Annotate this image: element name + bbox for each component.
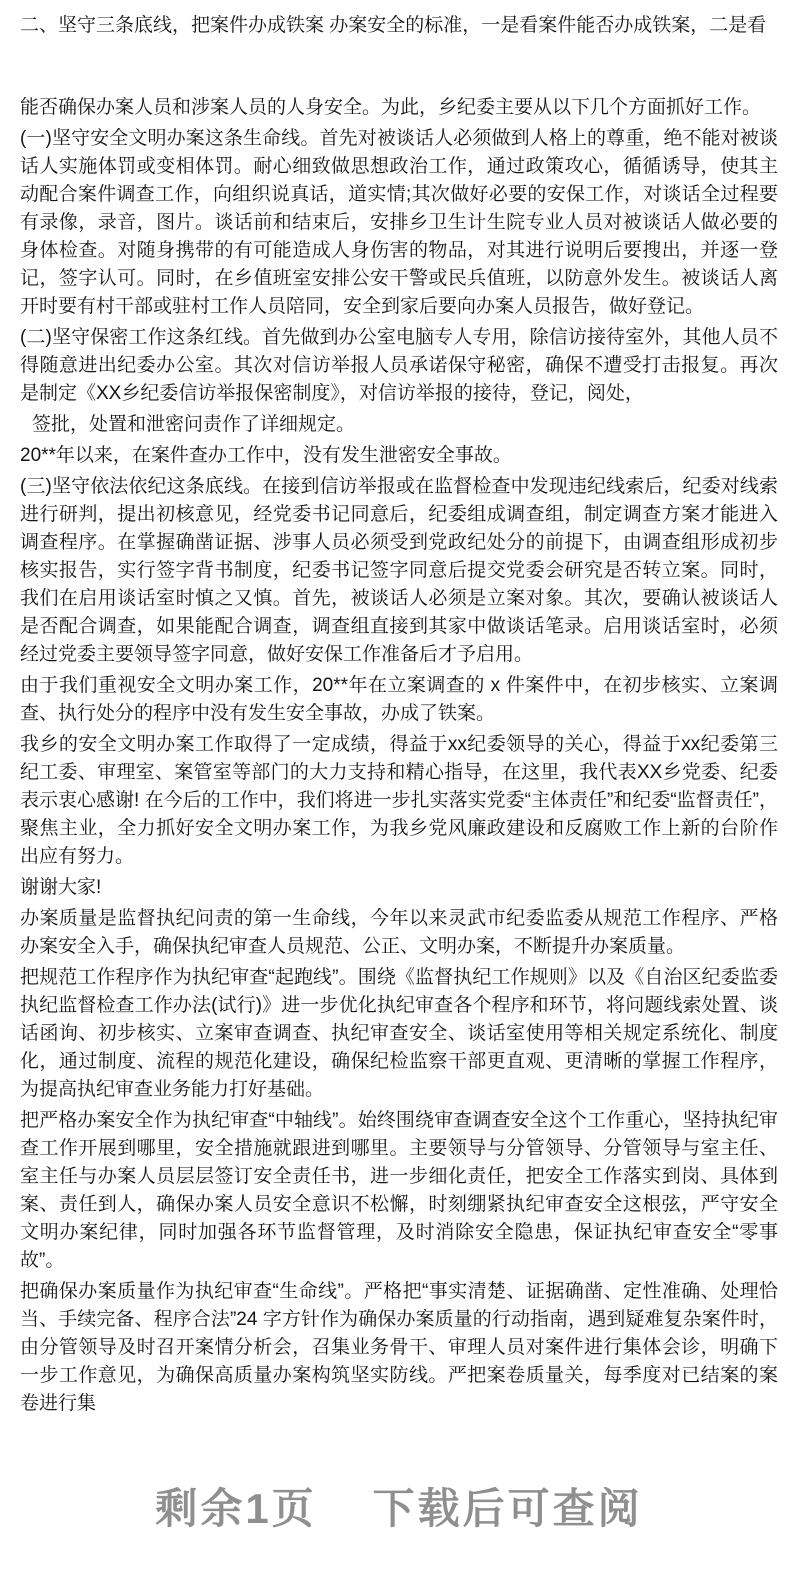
paragraph: 签批，处置和泄密问责作了详细规定。 — [32, 414, 356, 435]
remaining-pages-notice — [20, 1476, 778, 1536]
remaining-pages-count: 剩余1页 — [155, 1485, 317, 1532]
paragraph: 谢谢大家! — [20, 877, 102, 898]
download-to-view-hint: 下载后可查阅 — [372, 1485, 643, 1532]
paragraph: 把确保办案质量作为执纪审查“生命线”。严格把“事实清楚、证据确凿、定性准确、处理恰当、手续完备、程序合法”24 字方针作为确保办案质量的行动指南，遇到疑难复杂案件时，由分管领导及时召开案情分析会，召集业务骨干、审理人员对案件进行集体会诊，明确下一步工作意见，为确保高质量办案构筑坚实防线。严把案卷质量关，每季度对已结案的案卷进行集 — [20, 1281, 778, 1414]
paragraph: 我乡的安全文明办案工作取得了一定成绩，得益于xx纪委领导的关心，得益于xx纪委第三纪工委、审理室、案管室等部门的大力支持和精心指导，在这里，我代表XX乡党委、纪委表示衷心感谢! 在今后的工作中，我们将进一步扎实落实党委“主体责任”和纪委“监督责任”，聚焦主业，全力抓好安全文明办案工作，为我乡党风廉政建设和反腐败工作上新的台阶作出应有努力。 — [20, 734, 778, 867]
paragraph: (三)坚守依法依纪这条底线。在接到信访举报或在监督检查中发现违纪线索后，纪委对线索进行研判，提出初核意见，经党委书记同意后，纪委组成调查组，制定调查方案才能进入调查程序。在掌握确凿证据、涉事人员必须受到党政纪处分的前提下，由调查组形成初步核实报告，实行签字背书制度，纪委书记签字同意后提交党委会研究是否转立案。同时，我们在启用谈话室时慎之又慎。首先，被谈话人必须是立案对象。其次，要确认被谈话人是否配合调查，如果能配合调查，调查组直接到其家中做谈话笔录。启用谈话室时，必须经过党委主要领导签字同意，做好安保工作准备后才予启用。 — [20, 476, 778, 665]
paragraph: 办案质量是监督执纪问责的第一生命线，今年以来灵武市纪委监委从规范工作程序、严格办案安全入手，确保执纪审查人员规范、公正、文明办案，不断提升办案质量。 — [20, 908, 778, 957]
paragraph: (一)坚守安全文明办案这条生命线。首先对被谈话人必须做到人格上的尊重，绝不能对被谈话人实施体罚或变相体罚。耐心细致做思想政治工作，通过政策攻心，循循诱导，使其主动配合案件调查工作，向组织说真话，道实情;其次做好必要的安保工作，对谈话全过程要有录像，录音，图片。谈话前和结束后，安排乡卫生计生院专业人员对被谈话人做必要的身体检查。对随身携带的有可能造成人身伤害的物品，对其进行说明后要搜出，并逐一登记，签字认可。同时，在乡值班室安排公安干警或民兵值班，以防意外发生。被谈话人离开时要有村干部或驻村工作人员陪同，安全到家后要向办案人员报告，做好登记。 — [20, 128, 778, 317]
page-header-line: 二、坚守三条底线，把案件办成铁案 办案安全的标准，一是看案件能否办成铁案，二是看 — [20, 15, 767, 36]
document-body — [20, 94, 778, 1418]
paragraph: 能否确保办案人员和涉案人员的人身安全。为此，乡纪委主要从以下几个方面抓好工作。 — [20, 97, 762, 118]
paragraph: 20**年以来，在案件查办工作中，没有发生泄密安全事故。 — [20, 445, 512, 466]
paragraph: 把规范工作程序作为执纪审查“起跑线”。围绕《监督执纪工作规则》以及《自治区纪委监委执纪监督检查工作办法(试行)》进一步优化执纪审查各个程序和环节，将问题线索处置、谈话函询、初步核实、立案审查调查、执纪审查安全、谈话室使用等相关规定系统化、制度化，通过制度、流程的规范化建设，确保纪检监察干部更直观、更清晰的掌握工作程序，为提高执纪审查业务能力打好基础。 — [20, 967, 778, 1100]
paragraph: 把严格办案安全作为执纪审查“中轴线”。始终围绕审查调查安全这个工作重心，坚持执纪审查工作开展到哪里，安全措施就跟进到哪里。主要领导与分管领导、分管领导与室主任、室主任与办案人员层层签订安全责任书，进一步细化责任，把安全工作落实到岗、具体到案、责任到人，确保办案人员安全意识不松懈，时刻绷紧执纪审查安全这根弦，严守安全文明办案纪律，同时加强各环节监督管理，及时消除安全隐患，保证执纪审查安全“零事故”。 — [20, 1110, 778, 1271]
paragraph: 由于我们重视安全文明办案工作，20**年在立案调查的 x 件案件中，在初步核实、立案调查、执行处分的程序中没有发生安全事故，办成了铁案。 — [20, 675, 778, 724]
paragraph: (二)坚守保密工作这条红线。首先做到办公室电脑专人专用，除信访接待室外，其他人员不得随意进出纪委办公室。其次对信访举报人员承诺保守秘密，确保不遭受打击报复。再次是制定《XX乡纪委信访举报保密制度》，对信访举报的接待，登记，阅处， — [20, 327, 778, 404]
